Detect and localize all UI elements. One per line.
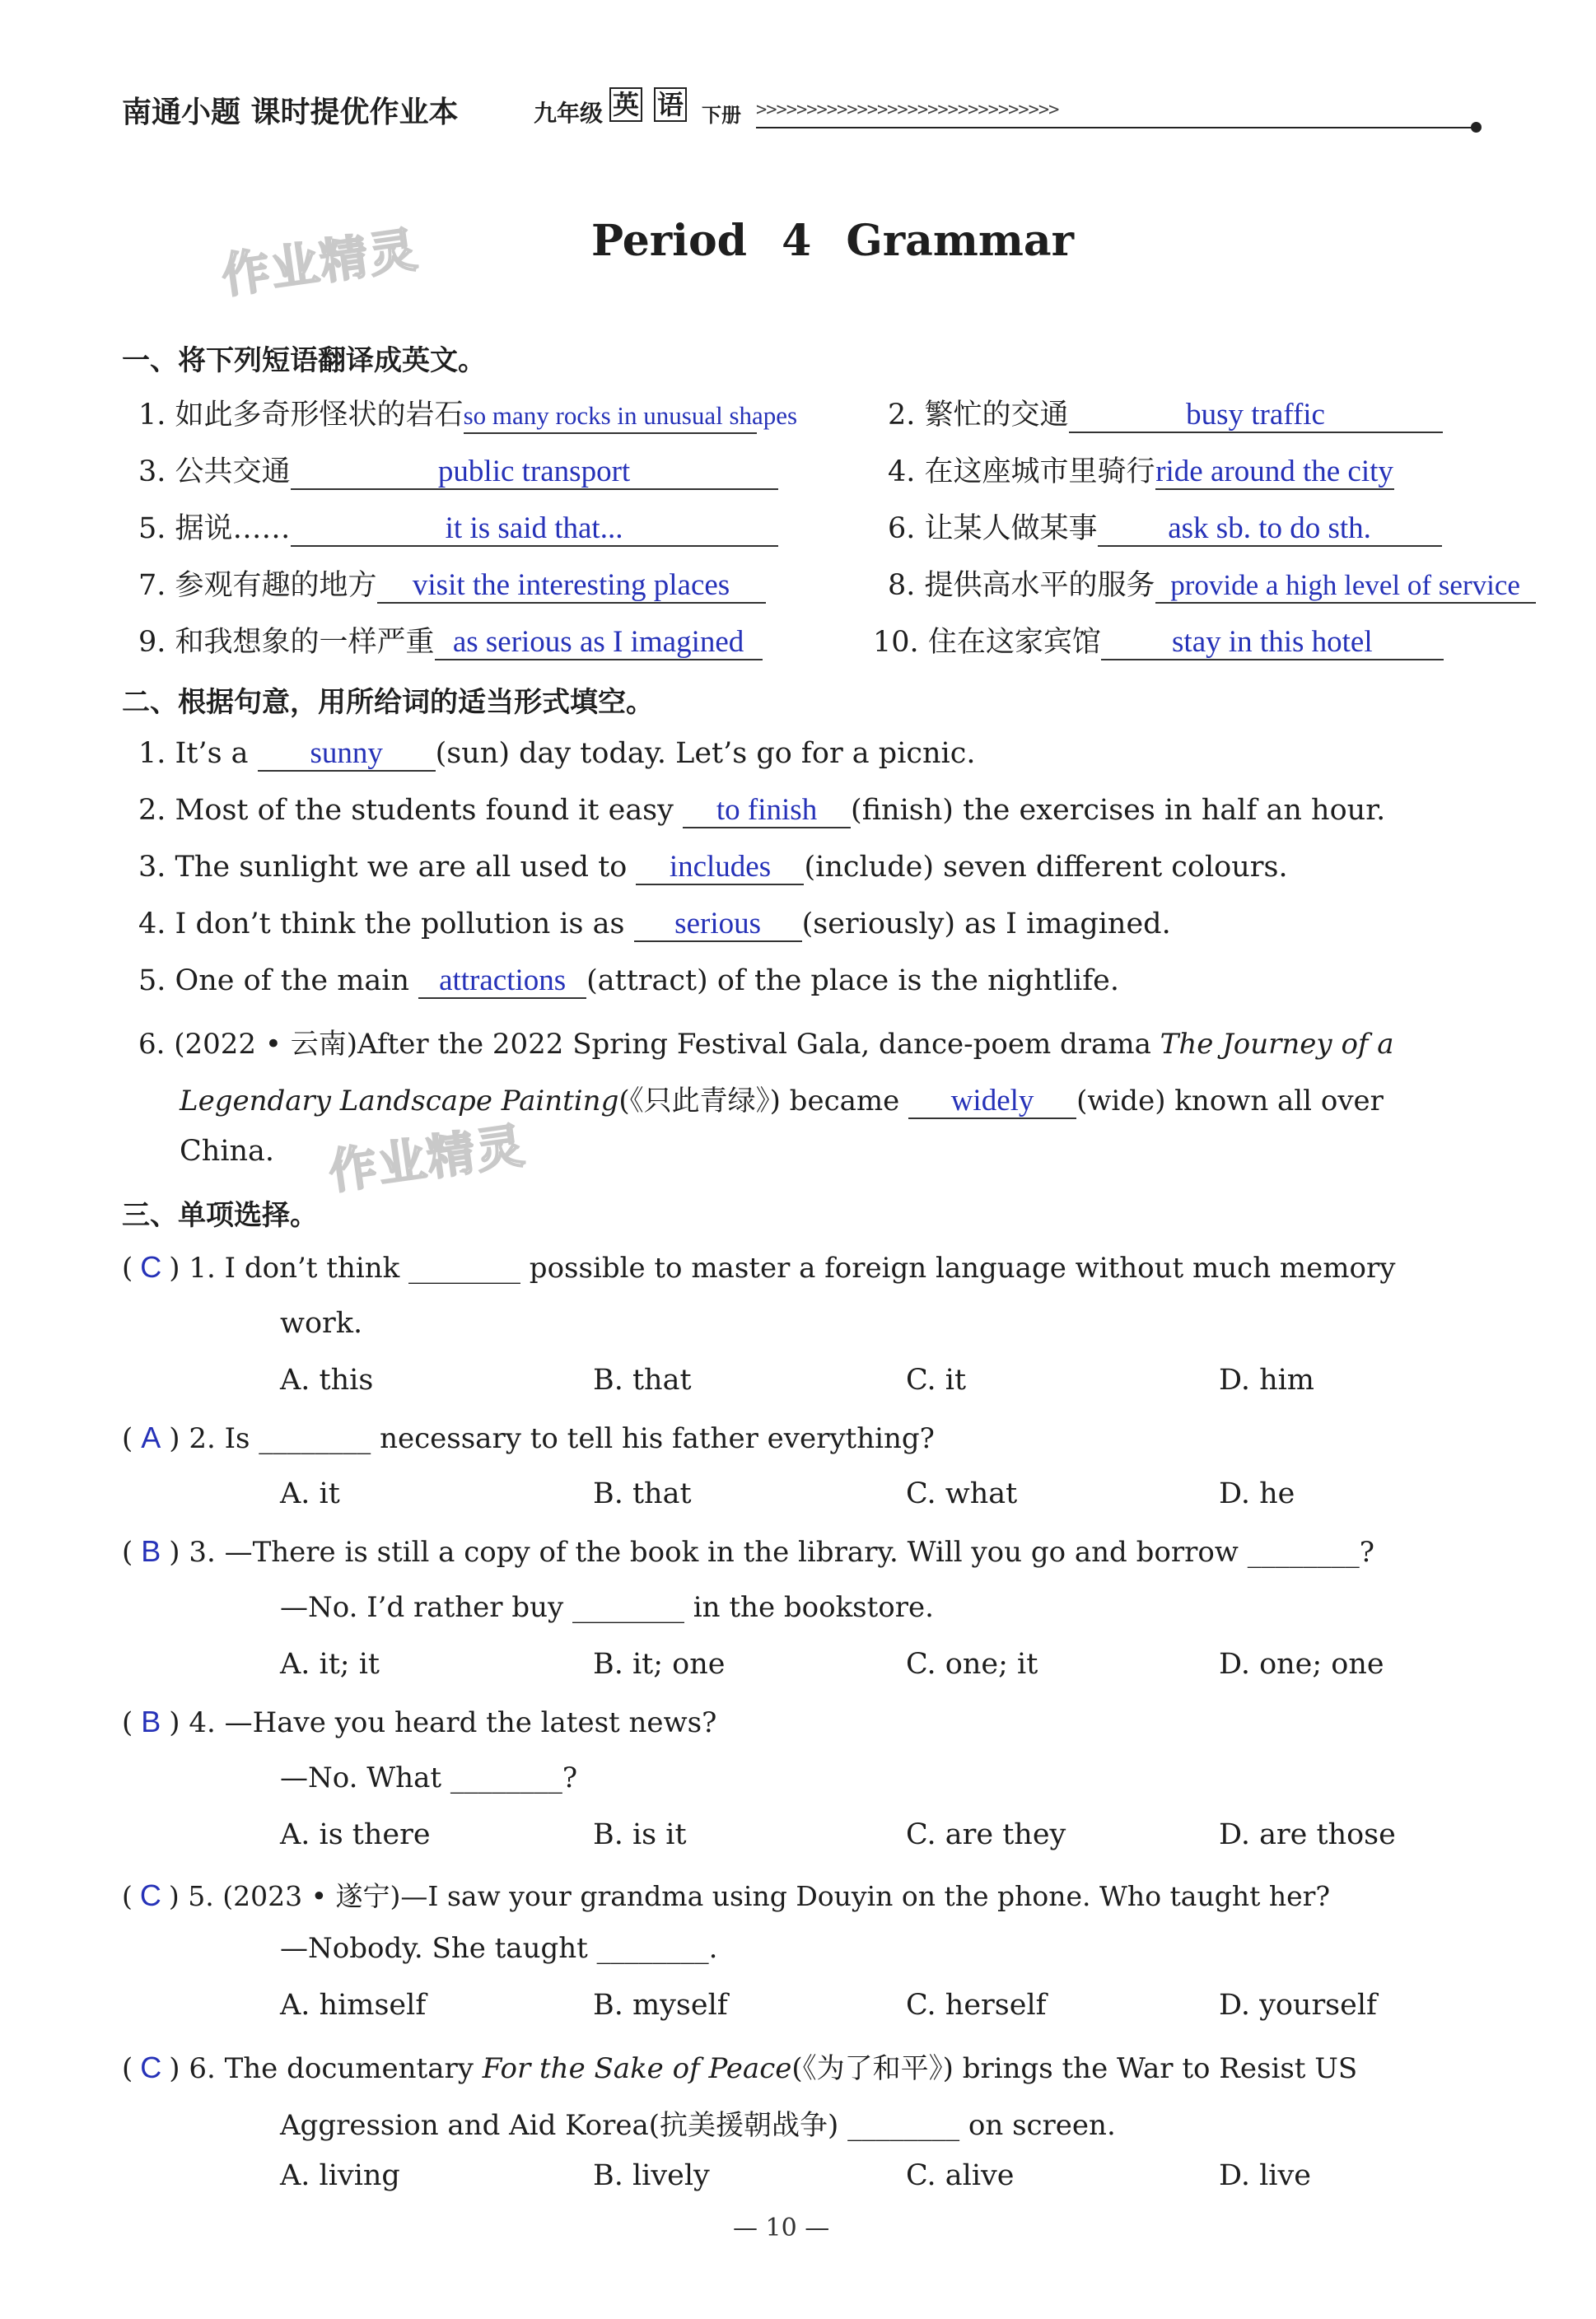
mc-option[interactable]: B. that: [593, 1477, 692, 1510]
mc-option[interactable]: A. himself: [280, 1989, 427, 2022]
mc-question: ( B ) 4. —Have you heard the latest news?: [122, 1705, 717, 1739]
mc-option[interactable]: D. yourself: [1219, 1989, 1378, 2022]
mc-answer[interactable]: B: [141, 1705, 161, 1738]
answer-blank[interactable]: so many rocks in unusual shapes: [464, 399, 757, 434]
page-number: — 10 —: [733, 2214, 830, 2242]
watermark: 作业精灵: [325, 1117, 530, 1201]
translation-item: 2. 繁忙的交通 busy traffic: [888, 392, 1443, 433]
mc-answer[interactable]: C: [140, 1250, 162, 1284]
translation-item: 8. 提供高水平的服务 provide a high level of service: [888, 562, 1536, 604]
section-3-heading: 三、单项选择。: [122, 1199, 318, 1232]
header-arrows: >>>>>>>>>>>>>>>>>>>>>>>>>>>>>>: [756, 100, 1059, 120]
mc-option[interactable]: D. live: [1219, 2159, 1311, 2192]
mc-stem-cont: Aggression and Aid Korea(抗美援朝战争) ________ on screen.: [280, 2109, 1116, 2142]
volume-label: 下册: [702, 103, 741, 127]
mc-answer[interactable]: A: [141, 1421, 161, 1454]
mc-option[interactable]: B. lively: [593, 2159, 710, 2192]
mc-option[interactable]: C. alive: [906, 2159, 1015, 2192]
answer-blank[interactable]: visit the interesting places: [377, 569, 766, 604]
fill-item: 3. The sunlight we are all used to includes (include) seven different colours.: [138, 850, 1288, 884]
mc-question: ( C ) 6. The documentary For the Sake of Peace(《为了和平》) brings the War to Resist US: [122, 2051, 1358, 2085]
header-rule: [756, 127, 1474, 128]
translation-item: 7. 参观有趣的地方 visit the interesting places: [138, 562, 766, 604]
mc-stem-cont: work.: [280, 1307, 363, 1340]
mc-option[interactable]: D. one; one: [1219, 1648, 1384, 1681]
fill-item-cont: China.: [180, 1135, 275, 1168]
header-dot: [1471, 122, 1482, 133]
mc-question: ( A ) 2. Is ________ necessary to tell his father everything?: [122, 1421, 935, 1455]
answer-blank[interactable]: stay in this hotel: [1101, 626, 1444, 660]
mc-stem-cont: —Nobody. She taught ________.: [280, 1932, 718, 1965]
answer-blank[interactable]: ask sb. to do sth.: [1098, 512, 1442, 547]
mc-option[interactable]: C. it: [906, 1364, 967, 1397]
fill-item-cont: Legendary Landscape Painting(《只此青绿》) became widely (wide) known all over: [180, 1084, 1384, 1118]
mc-option[interactable]: A. living: [280, 2159, 400, 2192]
mc-question: ( C ) 1. I don’t think ________ possible to master a foreign language without much memory: [122, 1250, 1396, 1285]
translation-item: 1. 如此多奇形怪状的岩石so many rocks in unusual shapes: [138, 392, 757, 434]
mc-option[interactable]: A. this: [280, 1364, 374, 1397]
mc-answer[interactable]: C: [139, 1878, 161, 1912]
series-title: 南通小题 课时提优作业本: [122, 96, 459, 129]
mc-stem-cont: —No. I’d rather buy ________ in the bookstore.: [280, 1591, 934, 1624]
mc-question: ( B ) 3. —There is still a copy of the book in the library. Will you go and borrow ________?: [122, 1534, 1374, 1569]
answer-blank[interactable]: ride around the city: [1155, 455, 1393, 488]
fill-item: 5. One of the main attractions (attract) of the place is the nightlife.: [138, 964, 1119, 997]
answer-blank[interactable]: includes: [636, 851, 804, 885]
mc-option[interactable]: D. he: [1219, 1477, 1295, 1510]
translation-item: 3. 公共交通 public transport: [138, 449, 778, 490]
answer-blank[interactable]: attractions: [418, 964, 586, 999]
translation-item: 4. 在这座城市里骑行ride around the city: [888, 455, 1393, 488]
answer-blank[interactable]: it is said that...: [291, 512, 778, 547]
mc-answer[interactable]: B: [141, 1534, 161, 1568]
answer-blank[interactable]: sunny: [258, 737, 436, 772]
answer-blank[interactable]: as serious as I imagined: [435, 626, 763, 660]
answer-blank[interactable]: to finish: [683, 794, 851, 828]
section-2-heading: 二、根据句意，用所给词的适当形式填空。: [122, 686, 654, 719]
mc-option[interactable]: B. it; one: [593, 1648, 726, 1681]
mc-question: ( C ) 5. (2023 • 遂宁)—I saw your grandma using Douyin on the phone. Who taught her?: [122, 1878, 1331, 1912]
mc-answer[interactable]: C: [140, 2051, 162, 2084]
page-title: Period 4 Grammar: [591, 216, 1075, 266]
grade-label: 九年级: [534, 100, 604, 127]
mc-option[interactable]: B. myself: [593, 1989, 728, 2022]
mc-option[interactable]: B. that: [593, 1364, 692, 1397]
watermark: 作业精灵: [218, 221, 422, 305]
section-1-heading: 一、将下列短语翻译成英文。: [122, 344, 486, 377]
mc-option[interactable]: C. herself: [906, 1989, 1047, 2022]
fill-item: 6. (2022 • 云南)After the 2022 Spring Festival Gala, dance-poem drama The Journey of a: [138, 1028, 1394, 1061]
fill-item: 1. It’s a sunny (sun) day today. Let’s go for a picnic.: [138, 736, 976, 770]
mc-stem-cont: —No. What ________?: [280, 1761, 578, 1794]
mc-option[interactable]: D. him: [1219, 1364, 1314, 1397]
mc-option[interactable]: A. is there: [280, 1818, 431, 1851]
translation-item: 9. 和我想象的一样严重 as serious as I imagined: [138, 619, 763, 660]
answer-blank[interactable]: provide a high level of service: [1155, 569, 1536, 604]
fill-item: 4. I don’t think the pollution is as serious (seriously) as I imagined.: [138, 907, 1171, 940]
mc-option[interactable]: D. are those: [1219, 1818, 1396, 1851]
answer-blank[interactable]: public transport: [291, 455, 778, 490]
translation-item: 6. 让某人做某事 ask sb. to do sth.: [888, 506, 1442, 547]
answer-blank[interactable]: serious: [634, 908, 802, 942]
answer-blank[interactable]: widely: [908, 1085, 1076, 1119]
mc-option[interactable]: C. are they: [906, 1818, 1066, 1851]
subject-char-box: 语: [654, 87, 687, 122]
answer-blank[interactable]: busy traffic: [1069, 399, 1443, 433]
subject-char-box: 英: [609, 87, 642, 122]
mc-option[interactable]: C. what: [906, 1477, 1018, 1510]
mc-option[interactable]: A. it; it: [280, 1648, 380, 1681]
translation-item: 5. 据说…… it is said that...: [138, 506, 778, 547]
mc-option[interactable]: C. one; it: [906, 1648, 1038, 1681]
translation-item: 10. 住在这家宾馆 stay in this hotel: [873, 619, 1444, 660]
fill-item: 2. Most of the students found it easy to finish (finish) the exercises in half an hour.: [138, 793, 1386, 827]
mc-option[interactable]: B. is it: [593, 1818, 687, 1851]
mc-option[interactable]: A. it: [280, 1477, 340, 1510]
